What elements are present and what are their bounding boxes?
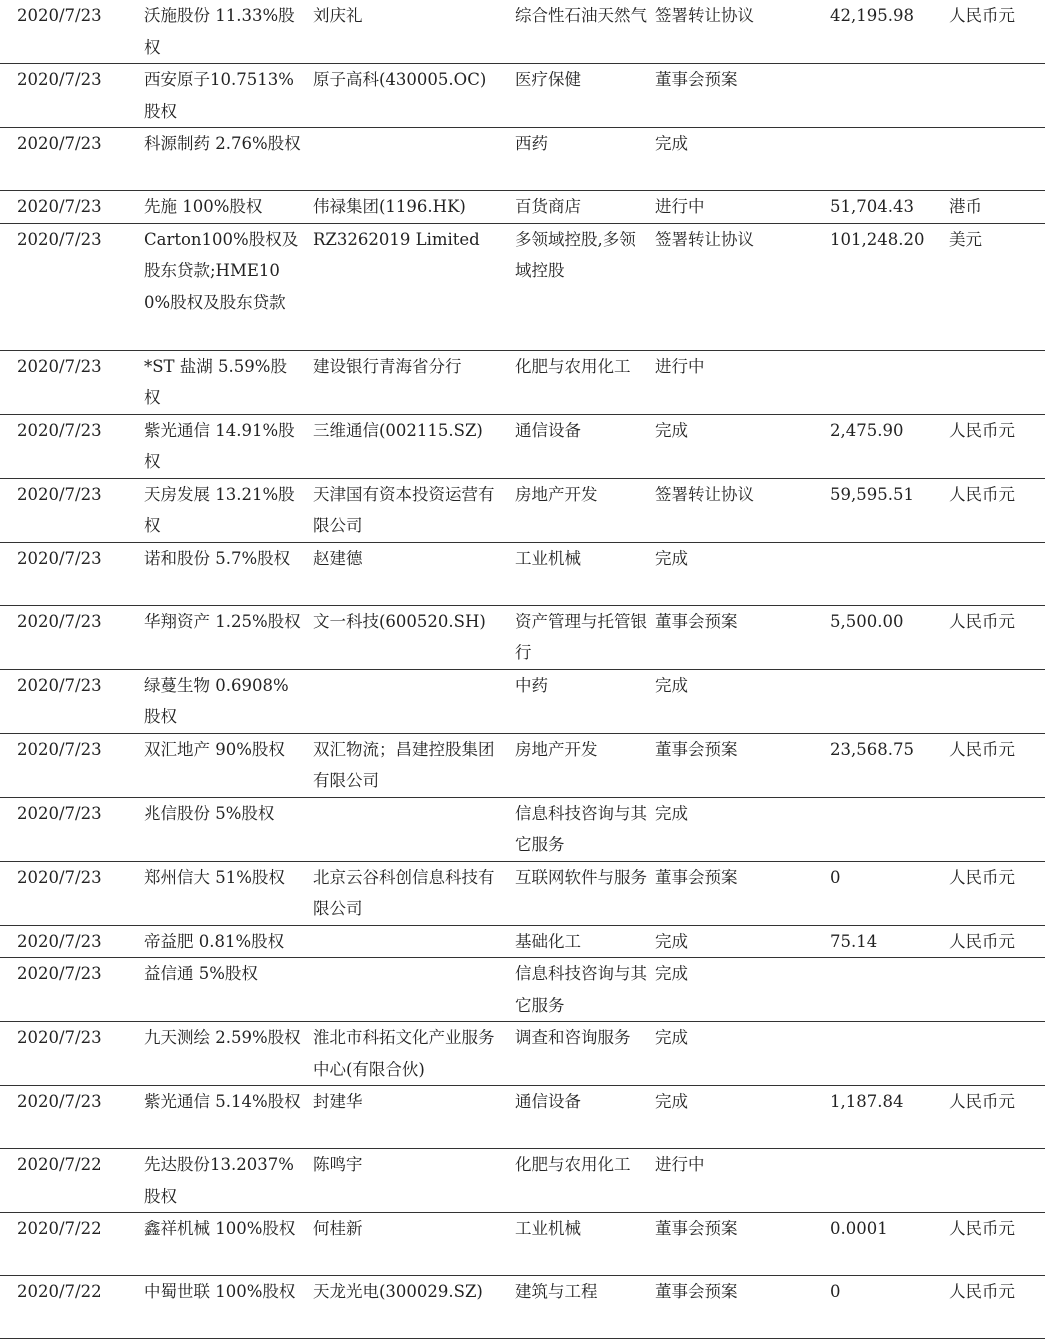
currency-cell: [945, 958, 1045, 1022]
target-cell-text: 紫光通信 5.14%股权: [144, 1092, 301, 1111]
target-cell: [142, 1276, 307, 1339]
buyer-cell-text: 文一科技(600520.SH): [313, 611, 486, 631]
industry-cell: [510, 191, 653, 224]
target-cell: [142, 223, 307, 350]
target-cell-text: 九天测绘 2.59%股权: [144, 1028, 301, 1047]
industry-cell-text: 信息科技咨询与其它服务: [515, 964, 647, 1015]
target-cell: [142, 1022, 307, 1086]
amount-cell: [827, 478, 945, 542]
currency-cell: [945, 478, 1045, 542]
status-cell-text: 完成: [655, 1092, 688, 1111]
amount-cell: [827, 1276, 945, 1339]
date-cell-text: 2020/7/23: [17, 1092, 102, 1111]
industry-cell-text: 中药: [515, 675, 548, 695]
amount-cell-text: 51,704.43: [830, 197, 914, 216]
target-cell-text: *ST 盐湖 5.59%股权: [144, 356, 287, 407]
currency-cell-text: 人民币元: [949, 420, 1015, 440]
currency-cell-text: 人民币元: [949, 1219, 1015, 1238]
currency-cell: [945, 861, 1045, 925]
date-cell: [0, 128, 142, 191]
industry-cell: [510, 733, 653, 797]
table-row: [0, 1022, 1045, 1086]
status-cell: [653, 128, 827, 191]
date-cell-text: 2020/7/23: [17, 197, 102, 216]
target-cell: [142, 861, 307, 925]
target-cell: [142, 191, 307, 224]
buyer-cell: [307, 958, 510, 1022]
target-cell-text: 先施 100%股权: [144, 197, 263, 216]
date-cell: [0, 669, 142, 733]
currency-cell-text: 人民币元: [949, 611, 1015, 631]
status-cell-text: 完成: [655, 964, 688, 983]
buyer-cell: [307, 128, 510, 191]
industry-cell-text: 信息科技咨询与其它服务: [515, 803, 647, 854]
date-cell: [0, 350, 142, 414]
industry-cell-text: 资产管理与托管银行: [515, 611, 647, 662]
target-cell: [142, 958, 307, 1022]
industry-cell-text: 化肥与农用化工: [515, 1155, 631, 1174]
buyer-cell-text: 伟禄集团(1196.HK): [313, 197, 466, 216]
status-cell-text: 签署转让协议: [655, 484, 754, 504]
table-row: [0, 861, 1045, 925]
target-cell: [142, 797, 307, 861]
industry-cell-text: 调查和咨询服务: [515, 1028, 631, 1047]
target-cell-text: 郑州信大 51%股权: [144, 867, 285, 887]
target-cell: [142, 605, 307, 669]
table-row: [0, 1276, 1045, 1339]
date-cell: [0, 925, 142, 958]
amount-cell: [827, 1086, 945, 1149]
target-cell-text: 鑫祥机械 100%股权: [144, 1219, 296, 1238]
status-cell-text: 完成: [655, 548, 688, 568]
target-cell: [142, 478, 307, 542]
amount-cell: [827, 64, 945, 128]
buyer-cell: [307, 414, 510, 478]
status-cell: [653, 1276, 827, 1339]
buyer-cell-text: 刘庆礼: [313, 6, 363, 25]
target-cell-text: 益信通 5%股权: [144, 964, 258, 983]
table-row: [0, 1149, 1045, 1213]
table-row: [0, 542, 1045, 605]
date-cell: [0, 733, 142, 797]
table-row: [0, 0, 1045, 64]
buyer-cell: [307, 1149, 510, 1213]
status-cell-text: 董事会预案: [655, 1219, 738, 1238]
status-cell-text: 董事会预案: [655, 70, 738, 89]
industry-cell: [510, 797, 653, 861]
target-cell: [142, 350, 307, 414]
status-cell-text: 完成: [655, 1028, 688, 1047]
industry-cell-text: 房地产开发: [515, 484, 598, 504]
amount-cell: [827, 669, 945, 733]
table-row: [0, 350, 1045, 414]
status-cell-text: 完成: [655, 420, 688, 440]
buyer-cell-text: 天龙光电(300029.SZ): [313, 1282, 483, 1301]
date-cell: [0, 223, 142, 350]
date-cell-text: 2020/7/22: [17, 1219, 102, 1238]
buyer-cell-text: 何桂新: [313, 1219, 363, 1238]
status-cell-text: 进行中: [655, 197, 705, 216]
status-cell: [653, 1213, 827, 1276]
date-cell-text: 2020/7/23: [17, 70, 102, 89]
industry-cell-text: 基础化工: [515, 931, 581, 951]
industry-cell: [510, 414, 653, 478]
table-row: [0, 1086, 1045, 1149]
currency-cell-text: 人民币元: [949, 484, 1015, 504]
amount-cell: [827, 191, 945, 224]
buyer-cell: [307, 669, 510, 733]
buyer-cell: [307, 925, 510, 958]
buyer-cell-text: 淮北市科拓文化产业服务中心(有限合伙): [313, 1028, 495, 1079]
buyer-cell: [307, 1086, 510, 1149]
status-cell: [653, 223, 827, 350]
currency-cell-text: 美元: [949, 229, 982, 249]
buyer-cell: [307, 0, 510, 64]
buyer-cell: [307, 605, 510, 669]
industry-cell: [510, 1276, 653, 1339]
target-cell-text: 天房发展 13.21%股权: [144, 484, 295, 535]
amount-cell: [827, 958, 945, 1022]
table-row: [0, 925, 1045, 958]
target-cell-text: 中蜀世联 100%股权: [144, 1282, 296, 1301]
currency-cell: [945, 64, 1045, 128]
target-cell-text: 绿蔓生物 0.6908%股权: [144, 675, 289, 726]
table-row: [0, 958, 1045, 1022]
buyer-cell: [307, 223, 510, 350]
amount-cell-text: 23,568.75: [830, 739, 914, 759]
table-row: [0, 414, 1045, 478]
target-cell-text: Carton100%股权及股东贷款;HME100%股权及股东贷款: [144, 229, 299, 312]
status-cell: [653, 1022, 827, 1086]
target-cell-text: 帝益肥 0.81%股权: [144, 931, 285, 951]
amount-cell: [827, 350, 945, 414]
amount-cell-text: 5,500.00: [830, 611, 904, 631]
industry-cell: [510, 1022, 653, 1086]
industry-cell: [510, 605, 653, 669]
date-cell-text: 2020/7/23: [17, 739, 102, 759]
target-cell-text: 华翔资产 1.25%股权: [144, 611, 301, 631]
industry-cell-text: 建筑与工程: [515, 1282, 598, 1301]
table-row: [0, 191, 1045, 224]
table-row: [0, 128, 1045, 191]
date-cell-text: 2020/7/23: [17, 6, 102, 25]
currency-cell: [945, 350, 1045, 414]
buyer-cell: [307, 1213, 510, 1276]
industry-cell: [510, 1086, 653, 1149]
table-row: [0, 1213, 1045, 1276]
target-cell: [142, 128, 307, 191]
amount-cell: [827, 1149, 945, 1213]
target-cell-text: 西安原子10.7513%股权: [144, 70, 294, 121]
status-cell: [653, 350, 827, 414]
buyer-cell-text: 陈鸣宇: [313, 1155, 363, 1174]
date-cell: [0, 1276, 142, 1339]
date-cell-text: 2020/7/22: [17, 1155, 102, 1174]
date-cell-text: 2020/7/23: [17, 931, 102, 951]
status-cell-text: 完成: [655, 675, 688, 695]
currency-cell: [945, 0, 1045, 64]
industry-cell-text: 综合性石油天然气: [515, 6, 647, 25]
currency-cell-text: 人民币元: [949, 739, 1015, 759]
date-cell-text: 2020/7/23: [17, 867, 102, 887]
date-cell-text: 2020/7/22: [17, 1282, 102, 1301]
industry-cell-text: 通信设备: [515, 420, 581, 440]
date-cell: [0, 1213, 142, 1276]
buyer-cell: [307, 1276, 510, 1339]
amount-cell: [827, 128, 945, 191]
status-cell: [653, 605, 827, 669]
amount-cell-text: 0.0001: [830, 1219, 888, 1238]
buyer-cell: [307, 1022, 510, 1086]
industry-cell: [510, 64, 653, 128]
industry-cell-text: 化肥与农用化工: [515, 356, 631, 376]
date-cell: [0, 1149, 142, 1213]
status-cell-text: 董事会预案: [655, 739, 738, 759]
buyer-cell-text: RZ3262019 Limited: [313, 229, 480, 249]
amount-cell: [827, 1022, 945, 1086]
amount-cell-text: 0: [830, 867, 841, 887]
amount-cell: [827, 1213, 945, 1276]
status-cell: [653, 958, 827, 1022]
currency-cell: [945, 1022, 1045, 1086]
buyer-cell: [307, 733, 510, 797]
buyer-cell-text: 双汇物流；昌建控股集团有限公司: [313, 739, 495, 790]
currency-cell-text: 人民币元: [949, 6, 1015, 25]
target-cell-text: 兆信股份 5%股权: [144, 803, 275, 823]
currency-cell: [945, 128, 1045, 191]
date-cell: [0, 861, 142, 925]
target-cell: [142, 925, 307, 958]
status-cell: [653, 925, 827, 958]
date-cell: [0, 797, 142, 861]
date-cell-text: 2020/7/23: [17, 1028, 102, 1047]
industry-cell: [510, 861, 653, 925]
currency-cell: [945, 1149, 1045, 1213]
status-cell-text: 签署转让协议: [655, 6, 754, 25]
buyer-cell: [307, 797, 510, 861]
status-cell-text: 董事会预案: [655, 867, 738, 887]
target-cell: [142, 0, 307, 64]
status-cell: [653, 478, 827, 542]
status-cell-text: 董事会预案: [655, 1282, 738, 1301]
status-cell-text: 完成: [655, 134, 688, 153]
amount-cell-text: 75.14: [830, 931, 878, 951]
buyer-cell-text: 封建华: [313, 1092, 363, 1111]
currency-cell: [945, 191, 1045, 224]
buyer-cell-text: 建设银行青海省分行: [313, 356, 462, 376]
target-cell: [142, 733, 307, 797]
date-cell-text: 2020/7/23: [17, 356, 102, 376]
industry-cell-text: 互联网软件与服务: [515, 867, 647, 887]
date-cell: [0, 478, 142, 542]
target-cell-text: 科源制药 2.76%股权: [144, 134, 301, 153]
industry-cell-text: 工业机械: [515, 548, 581, 568]
date-cell: [0, 605, 142, 669]
amount-cell: [827, 0, 945, 64]
currency-cell-text: 人民币元: [949, 931, 1015, 951]
industry-cell: [510, 128, 653, 191]
date-cell-text: 2020/7/23: [17, 675, 102, 695]
date-cell: [0, 958, 142, 1022]
amount-cell-text: 2,475.90: [830, 420, 904, 440]
currency-cell: [945, 797, 1045, 861]
date-cell-text: 2020/7/23: [17, 134, 102, 153]
buyer-cell-text: 原子高科(430005.OC): [313, 70, 487, 89]
status-cell: [653, 542, 827, 605]
status-cell: [653, 414, 827, 478]
status-cell: [653, 1149, 827, 1213]
amount-cell-text: 1,187.84: [830, 1092, 904, 1111]
buyer-cell: [307, 64, 510, 128]
date-cell-text: 2020/7/23: [17, 964, 102, 983]
industry-cell: [510, 350, 653, 414]
industry-cell: [510, 1213, 653, 1276]
status-cell-text: 董事会预案: [655, 611, 738, 631]
currency-cell-text: 港币: [949, 197, 982, 216]
currency-cell: [945, 1213, 1045, 1276]
currency-cell: [945, 733, 1045, 797]
date-cell-text: 2020/7/23: [17, 229, 102, 249]
industry-cell: [510, 1149, 653, 1213]
industry-cell-text: 通信设备: [515, 1092, 581, 1111]
currency-cell: [945, 1276, 1045, 1339]
date-cell-text: 2020/7/23: [17, 484, 102, 504]
amount-cell-text: 59,595.51: [830, 484, 914, 504]
target-cell: [142, 1213, 307, 1276]
amount-cell: [827, 223, 945, 350]
date-cell: [0, 0, 142, 64]
table-row: [0, 478, 1045, 542]
currency-cell: [945, 414, 1045, 478]
table-row: [0, 223, 1045, 350]
status-cell: [653, 191, 827, 224]
target-cell-text: 沃施股份 11.33%股权: [144, 6, 295, 57]
industry-cell: [510, 925, 653, 958]
date-cell-text: 2020/7/23: [17, 803, 102, 823]
amount-cell: [827, 925, 945, 958]
date-cell-text: 2020/7/23: [17, 420, 102, 440]
status-cell-text: 完成: [655, 803, 688, 823]
currency-cell: [945, 542, 1045, 605]
industry-cell: [510, 0, 653, 64]
status-cell: [653, 64, 827, 128]
date-cell-text: 2020/7/23: [17, 548, 102, 568]
buyer-cell-text: 三维通信(002115.SZ): [313, 420, 483, 440]
currency-cell-text: 人民币元: [949, 867, 1015, 887]
amount-cell-text: 0: [830, 1282, 841, 1301]
buyer-cell: [307, 478, 510, 542]
target-cell: [142, 669, 307, 733]
status-cell-text: 进行中: [655, 356, 705, 376]
amount-cell-text: 42,195.98: [830, 6, 914, 25]
currency-cell: [945, 223, 1045, 350]
buyer-cell-text: 天津国有资本投资运营有限公司: [313, 484, 495, 535]
industry-cell: [510, 669, 653, 733]
status-cell: [653, 0, 827, 64]
status-cell: [653, 733, 827, 797]
status-cell: [653, 1086, 827, 1149]
amount-cell: [827, 605, 945, 669]
date-cell: [0, 191, 142, 224]
currency-cell: [945, 605, 1045, 669]
target-cell-text: 先达股份13.2037%股权: [144, 1155, 294, 1206]
industry-cell: [510, 478, 653, 542]
amount-cell: [827, 861, 945, 925]
date-cell-text: 2020/7/23: [17, 611, 102, 631]
date-cell: [0, 1022, 142, 1086]
industry-cell: [510, 958, 653, 1022]
target-cell: [142, 1086, 307, 1149]
currency-cell: [945, 669, 1045, 733]
target-cell: [142, 542, 307, 605]
table-row: [0, 64, 1045, 128]
table-row: [0, 797, 1045, 861]
currency-cell-text: 人民币元: [949, 1282, 1015, 1301]
status-cell: [653, 861, 827, 925]
amount-cell: [827, 414, 945, 478]
target-cell: [142, 64, 307, 128]
status-cell-text: 进行中: [655, 1155, 705, 1174]
date-cell: [0, 1086, 142, 1149]
buyer-cell: [307, 861, 510, 925]
amount-cell: [827, 733, 945, 797]
status-cell-text: 签署转让协议: [655, 229, 754, 249]
target-cell-text: 诺和股份 5.7%股权: [144, 548, 291, 568]
status-cell: [653, 669, 827, 733]
table-row: [0, 605, 1045, 669]
date-cell: [0, 542, 142, 605]
buyer-cell: [307, 191, 510, 224]
industry-cell-text: 多领域控股,多领域控股: [515, 229, 636, 280]
amount-cell: [827, 542, 945, 605]
industry-cell: [510, 223, 653, 350]
buyer-cell-text: 赵建德: [313, 548, 363, 568]
currency-cell: [945, 1086, 1045, 1149]
industry-cell-text: 工业机械: [515, 1219, 581, 1238]
currency-cell-text: 人民币元: [949, 1092, 1015, 1111]
amount-cell-text: 101,248.20: [830, 229, 925, 249]
status-cell: [653, 797, 827, 861]
target-cell: [142, 1149, 307, 1213]
buyer-cell: [307, 542, 510, 605]
industry-cell-text: 百货商店: [515, 197, 581, 216]
industry-cell-text: 医疗保健: [515, 70, 581, 89]
date-cell: [0, 414, 142, 478]
target-cell-text: 双汇地产 90%股权: [144, 739, 285, 759]
table-row: [0, 669, 1045, 733]
date-cell: [0, 64, 142, 128]
industry-cell: [510, 542, 653, 605]
industry-cell-text: 西药: [515, 134, 548, 153]
target-cell-text: 紫光通信 14.91%股权: [144, 420, 295, 471]
industry-cell-text: 房地产开发: [515, 739, 598, 759]
buyer-cell-text: 北京云谷科创信息科技有限公司: [313, 867, 495, 918]
amount-cell: [827, 797, 945, 861]
status-cell-text: 完成: [655, 931, 688, 951]
table-row: [0, 733, 1045, 797]
currency-cell: [945, 925, 1045, 958]
target-cell: [142, 414, 307, 478]
buyer-cell: [307, 350, 510, 414]
